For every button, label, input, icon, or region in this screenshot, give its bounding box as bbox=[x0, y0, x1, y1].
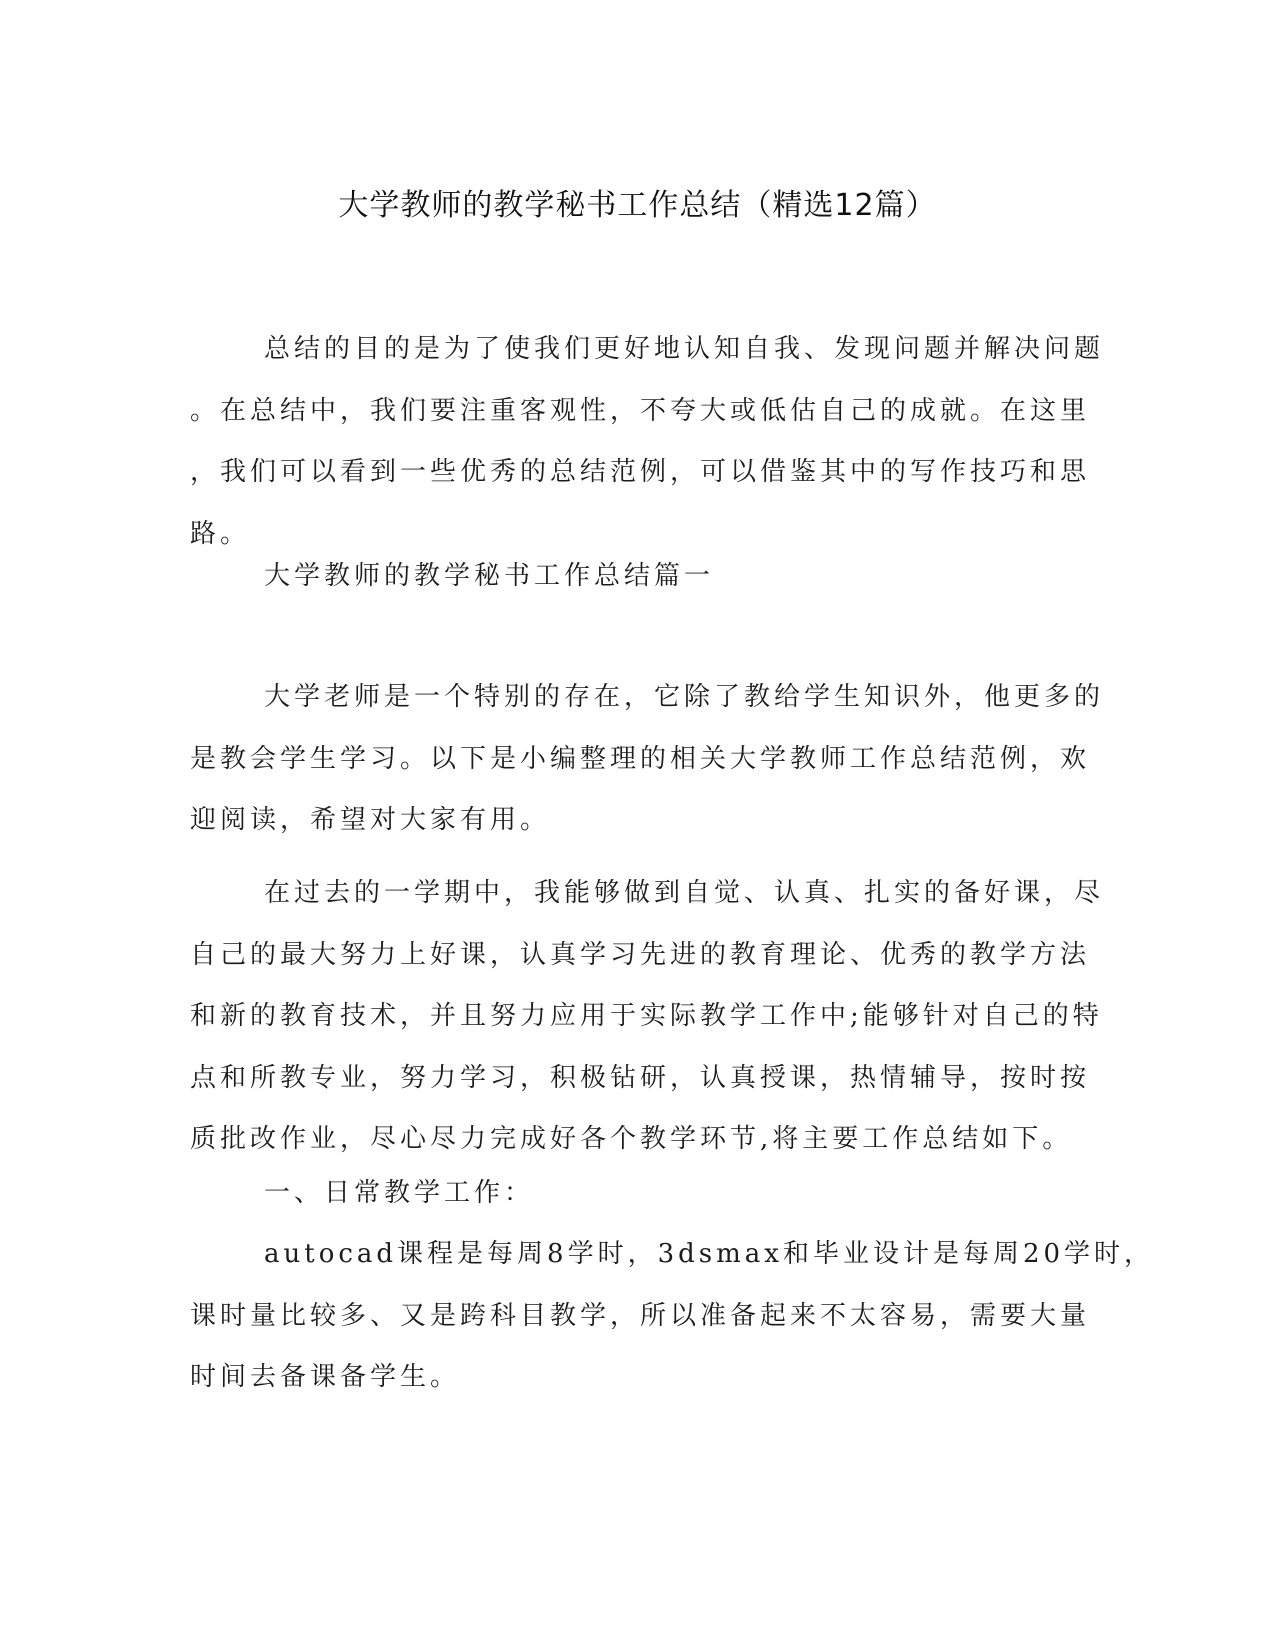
subheading-text: 一、日常教学工作： bbox=[264, 1178, 535, 1208]
paragraph-line: 大学老师是一个特别的存在，它除了教给学生知识外，他更多的 bbox=[264, 682, 1105, 712]
paragraph-line: 总结的目的是为了使我们更好地认知自我、发现问题并解决问题 bbox=[264, 334, 1105, 364]
paragraph-line: 路。 bbox=[190, 518, 251, 549]
paragraph-line: 和新的教育技术，并且努力应用于实际教学工作中;能够针对自己的特 bbox=[190, 1001, 1103, 1031]
paragraph bbox=[190, 863, 1105, 1171]
paragraph-line: 时间去备课备学生。 bbox=[190, 1362, 461, 1392]
paragraph-line: 质批改作业，尽心尽力完成好各个教学环节,将主要工作总结如下。 bbox=[190, 1124, 1073, 1154]
paragraph-line: 在过去的一学期中，我能够做到自觉、认真、扎实的备好课，尽 bbox=[264, 878, 1105, 908]
subheading bbox=[190, 1163, 1085, 1225]
section-heading bbox=[190, 546, 1085, 608]
paragraph-line: 是教会学生学习。以下是小编整理的相关大学教师工作总结范例，欢 bbox=[190, 743, 1091, 774]
paragraph bbox=[190, 667, 1105, 852]
paragraph-line: 。在总结中，我们要注重客观性，不夸大或低估自己的成就。在这里 bbox=[190, 395, 1091, 426]
section-heading-text: 大学教师的教学秘书工作总结篇一 bbox=[264, 561, 715, 591]
paragraph-line: 自己的最大努力上好课，认真学习先进的教育理论、优秀的教学方法 bbox=[190, 939, 1091, 970]
paragraph bbox=[190, 1224, 1155, 1409]
document-title: 大学教师的教学秘书工作总结（精选12篇） bbox=[338, 188, 937, 223]
paragraph-line: 课时量比较多、又是跨科目教学，所以准备起来不太容易，需要大量 bbox=[190, 1300, 1091, 1331]
paragraph-line: ，我们可以看到一些优秀的总结范例，可以借鉴其中的写作技巧和思 bbox=[190, 457, 1091, 487]
paragraph-line: autocad课程是每周8学时，3dsmax和毕业设计是每周20学时， bbox=[264, 1239, 1155, 1269]
paragraph-line: 点和所教专业，努力学习，积极钻研，认真授课，热情辅导，按时按 bbox=[190, 1062, 1091, 1093]
paragraph-line: 迎阅读，希望对大家有用。 bbox=[190, 805, 551, 835]
intro-paragraph bbox=[190, 319, 1105, 565]
